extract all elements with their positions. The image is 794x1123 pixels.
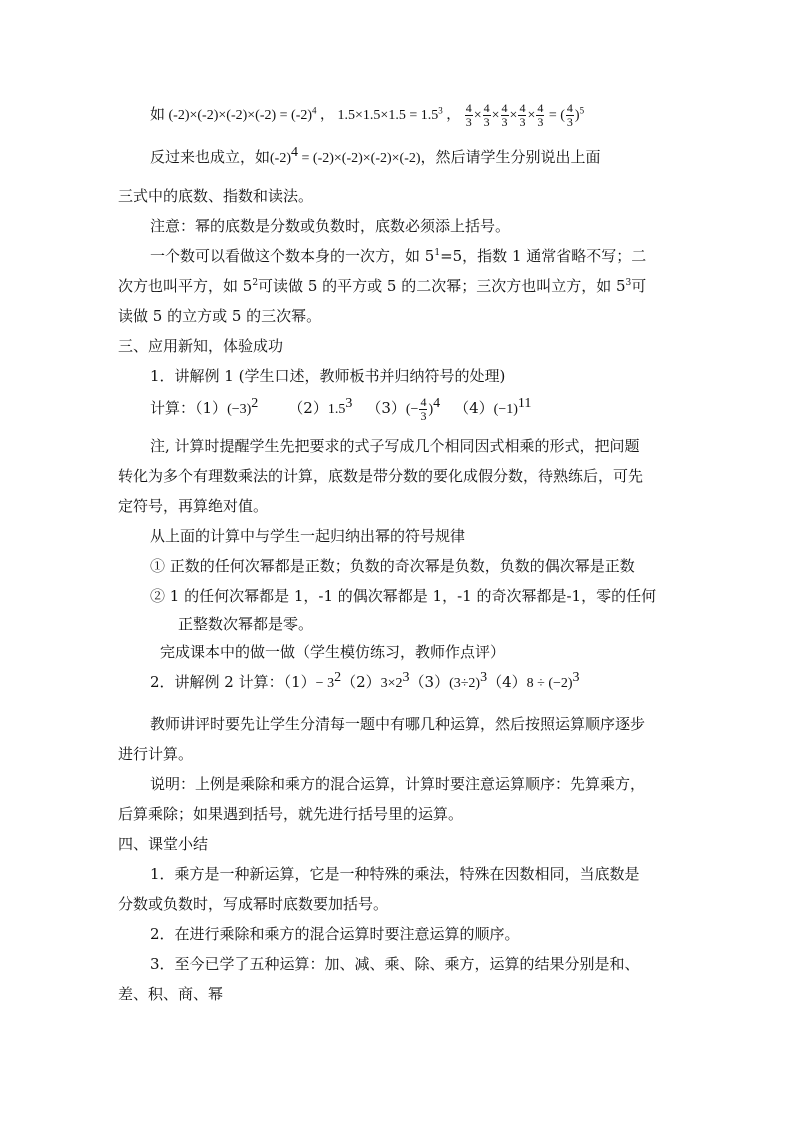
rule-2-cont: 正整数次幂都是零。 (178, 615, 314, 633)
section-heading: 四、课堂小结 (118, 835, 209, 853)
fraction: $\frac{4}{3}$ (566, 101, 573, 130)
summary-item-3: 3．至今已学了五种运算：加、减、乘、除、乘方，运算的结果分别是和、 (150, 955, 640, 973)
fraction: $\frac{4}{3}$ (465, 101, 472, 130)
paragraph-line: 三式中的底数、指数和读法。 (118, 187, 314, 205)
note-line: 注, 计算时提醒学生先把要求的式子写成几个相同因式相乘的形式，把问题 (150, 437, 640, 455)
paragraph-line: 次方也叫平方，如 $5^2$可读做 5 的平方或 5 的二次幂；三次方也叫立方，如 $5^3$可 (118, 277, 647, 295)
summary-item-1-cont: 分数或负数时，写成幂时底数要加括号。 (118, 895, 389, 913)
rules-intro: 从上面的计算中与学生一起归纳出幂的符号规律 (150, 527, 466, 545)
equation-a: (-2)×(-2)×(-2)×(-2) = (-2) (168, 108, 313, 123)
paragraph-line: 进行计算。 (118, 745, 194, 763)
exponent: 5 (579, 105, 585, 116)
note-line: 注意：幂的底数是分数或负数时，底数必须添上括号。 (150, 217, 511, 235)
paragraph-line: 一个数可以看做这个数本身的一次方，如 $5^1=5$，指数 1 通常省略不写；二 (150, 247, 647, 265)
note-line: 转化为多个有理数乘法的计算，底数是带分数的要化成假分数，待熟练后，可先 (118, 467, 644, 485)
exponent: 4 (312, 105, 317, 116)
exponent: 3 (438, 105, 443, 116)
example-1-problems: 计算：$(1)(-3)^2$ $(2)1.5^3$ （3）(− $\frac{4}{3}$ )$^4$ $(4)(-1)^{11}$ (150, 394, 532, 423)
note-line: 定符号，再算绝对值。 (118, 497, 269, 515)
example-title: 1．讲解例 1 (学生口述，教师板书并归纳符号的处理) (150, 367, 506, 385)
prefix-text: 如 (150, 105, 166, 123)
paragraph-line: 后算乘除；如果遇到括号，就先进行括号里的运算。 (118, 805, 464, 823)
rule-1: ① 正数的任何次幂都是正数；负数的奇次幂是负数，负数的偶次幂是正数 (150, 557, 635, 575)
reverse-statement-line: 反过来也成立，如$(-2)^4 = (-2)\times(-2)\times(-2)\times(-2)$，然后请学生分别说出上面 (150, 145, 601, 166)
equation-c: $\frac{4}{3}$ × $\frac{4}{3}$ × $\frac{4}{3}$ × $\frac{4}{3}$ × $\frac{4}{3}$ = ( $\frac{4}{3}$ )$^5$ (465, 101, 585, 130)
example-equations-line (150, 100, 584, 130)
separator: ， (446, 108, 461, 123)
rule-2: ② 1 的任何次幂都是 1，-1 的偶次幂都是 1，-1 的奇次幂都是-1，零的任何 (150, 587, 657, 605)
paragraph-line: 读做 5 的立方或 5 的三次幂。 (118, 307, 322, 325)
fraction: $\frac{4}{3}$ (519, 101, 526, 130)
section-heading: 三、应用新知，体验成功 (118, 337, 284, 355)
example-2-problems: 2．讲解例 2 计算：$(1)- 3^2(2)3\times 2^3(3)(3\div 2)^3(4)8 \div (-2)^3$ (150, 670, 580, 691)
fraction: $\frac{4}{3}$ (501, 101, 508, 130)
summary-item-2: 2．在进行乘除和乘方的混合运算时要注意运算的顺序。 (150, 925, 520, 943)
fraction: $\frac{4}{3}$ (537, 101, 544, 130)
summary-item-1: 1．乘方是一种新运算，它是一种特殊的乘法，特殊在因数相同，当底数是 (150, 865, 640, 883)
fraction: $\frac{4}{3}$ (483, 101, 490, 130)
equation-b: 1.5×1.5×1.5 = 1.5 (337, 108, 439, 123)
fraction: $\frac{4}{3}$ (420, 394, 427, 423)
practice-line: 完成课本中的做一做（学生模仿练习，教师作点评） (160, 643, 506, 661)
paragraph-line: 说明：上例是乘除和乘方的混合运算，计算时要注意运算顺序：先算乘方， (150, 775, 646, 793)
paragraph-line: 教师讲评时要先让学生分清每一题中有哪几种运算，然后按照运算顺序逐步 (150, 715, 646, 733)
separator: ， (320, 108, 335, 123)
summary-item-3-cont: 差、积、商、幂 (118, 985, 224, 1003)
